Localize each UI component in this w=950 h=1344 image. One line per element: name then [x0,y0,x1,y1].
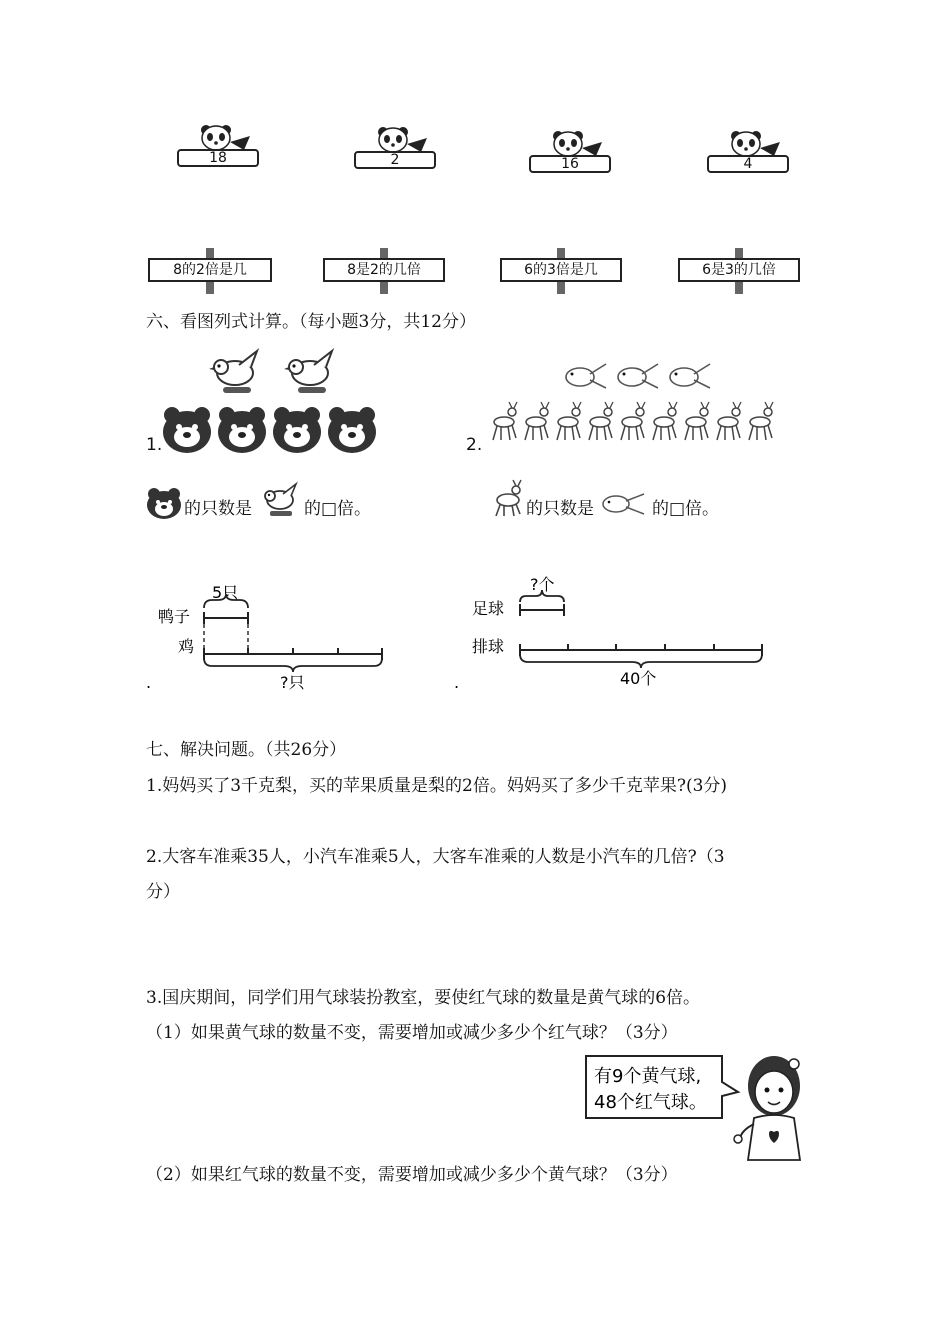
chicken-label: 鸡 [178,637,195,656]
football-value-label: ?个 [530,575,555,594]
volleyball-brace [520,654,762,668]
duck-label: 鸭子 [158,607,191,626]
svg-text:.: . [146,673,152,692]
swallow-group-icon [562,360,717,395]
panda-number: 4 [743,156,753,172]
volleyball-value-label: 40个 [620,669,657,688]
question6-2-text-suffix: 的□倍。 [652,499,720,519]
deer-icon [490,478,524,520]
deer-icon [653,402,677,440]
deer-icon [493,402,517,440]
girl-speech-illustration [580,1050,810,1165]
signpost [678,248,800,294]
swallow-icon [566,364,606,388]
deer-icon [525,402,549,440]
bird-icon [258,480,300,520]
question6-1-number: 1. [146,435,163,455]
girl-icon [734,1056,800,1160]
deer-icon [717,402,741,440]
bubble-line2: 48个红气球。 [594,1092,707,1113]
section6-title: 六、看图列式计算。（每小题3分，共12分） [146,312,476,332]
volleyball-label: 排球 [472,637,505,656]
panda-number: 16 [561,156,579,172]
bear-icon [163,407,211,453]
swallow-icon [618,364,658,388]
football-brace [520,590,564,602]
panda-number-card [520,128,620,188]
chicken-brace [204,658,382,672]
question7-2-line2: 分） [146,882,180,902]
bird-group-icon [205,345,345,400]
duck-value-label: 5只 [212,583,239,602]
question7-2-line1: 2.大客车准乘35人，小汽车准乘5人，大客车准乘的人数是小汽车的几倍?（3 [146,847,725,867]
deer-icon [621,402,645,440]
deer-icon [685,402,709,440]
bubble-line1: 有9个黄气球, [594,1066,702,1087]
question6-1-text-suffix: 的□倍。 [304,499,372,519]
signpost [323,248,445,294]
signpost-board: 8是2的几倍 [323,258,445,282]
deer-icon [589,402,613,440]
question7-3-sub2: （2）如果红气球的数量不变，需要增加或减少多少个黄气球？（3分） [146,1165,678,1185]
swallow-icon [670,364,710,388]
signpost [500,248,622,294]
question7-1: 1.妈妈买了3千克梨，买的苹果质量是梨的2倍。妈妈买了多少千克苹果?(3分) [146,776,728,796]
svg-text:.: . [454,673,460,690]
question7-3: 3.国庆期间，同学们用气球装扮教室，要使红气球的数量是黄气球的6倍。 [146,988,701,1008]
bird-icon [284,351,332,393]
duck-chicken-bar-diagram [146,578,396,693]
panda-number-card [345,124,445,184]
question6-1-text-prefix: 的只数是 [184,499,252,519]
bear-icon [273,407,321,453]
bear-icon [218,407,266,453]
question7-3-sub1: （1）如果黄气球的数量不变，需要增加或减少多少个红气球？（3分） [146,1023,678,1043]
deer-icon [749,402,773,440]
bird-icon [209,351,257,393]
panda-number-card [698,128,798,188]
bear-icon [146,486,182,520]
signpost-board: 6是3的几倍 [678,258,800,282]
panda-number-card [168,122,268,182]
section7-title: 七、解决问题。（共26分） [146,740,347,760]
deer-group-icon [488,400,783,445]
deer-icon [557,402,581,440]
football-label: 足球 [472,599,505,618]
question6-2-number: 2. [466,435,483,455]
panda-number: 2 [390,152,400,168]
swallow-icon [600,490,650,518]
bear-icon [328,407,376,453]
bear-group-icon [162,405,377,455]
football-volleyball-bar-diagram [454,570,774,690]
signpost-board: 6的3倍是几 [500,258,622,282]
signpost [148,248,272,294]
question6-2-text-prefix: 的只数是 [526,499,594,519]
chicken-value-label: ?只 [280,673,305,692]
signpost-board: 8的2倍是几 [148,258,272,282]
panda-number: 18 [209,150,227,166]
